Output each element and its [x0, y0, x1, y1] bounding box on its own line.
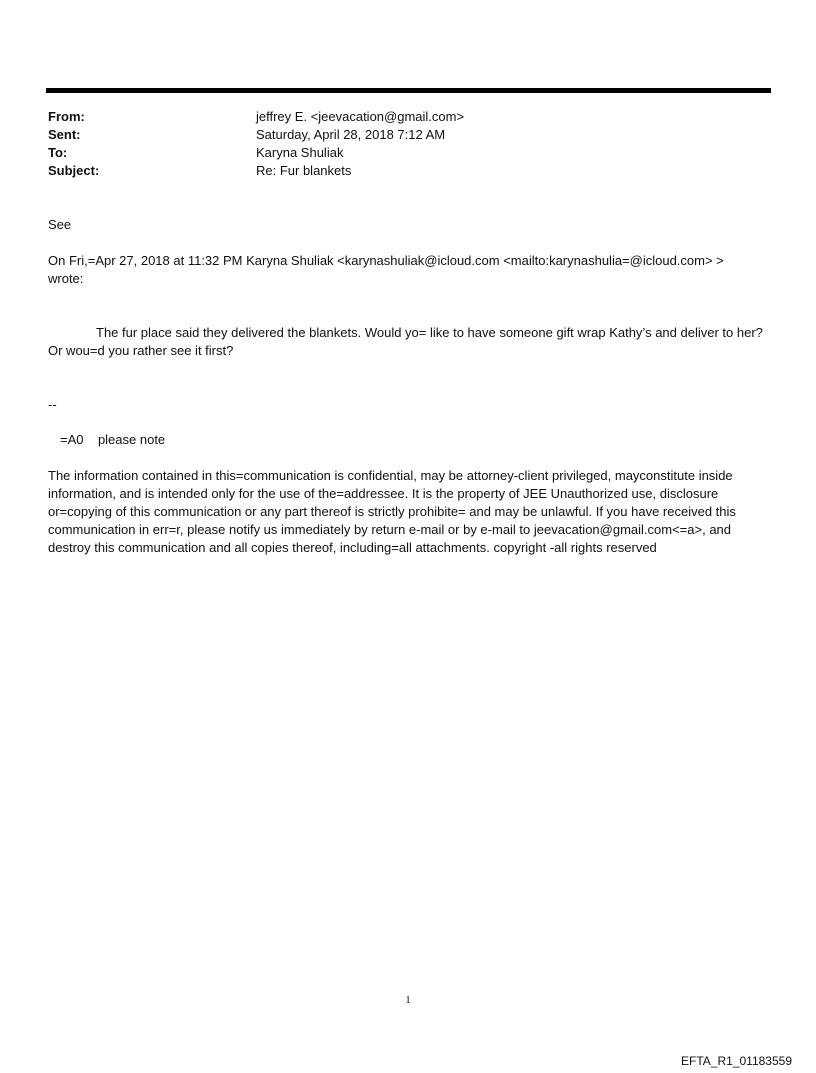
quote-intro [48, 252, 763, 288]
subject-value: Re: Fur blankets [256, 163, 352, 178]
subject-label: Subject: [48, 163, 100, 178]
header-rule [46, 88, 771, 93]
email-header [48, 108, 748, 180]
quote-intro-line2: wrote: [48, 271, 84, 286]
from-row [48, 108, 748, 126]
to-label: To: [48, 145, 68, 160]
to-row [48, 144, 748, 162]
from-value: jeffrey E. <jeevacation@gmail.com> [256, 109, 465, 124]
signature-separator: -- [48, 397, 57, 412]
sent-value: Saturday, April 28, 2018 7:12 AM [256, 127, 446, 142]
page-number: 1 [405, 994, 411, 1006]
please-note: =A0 please note [60, 432, 166, 447]
quoted-message: The fur place said they delivered the blankets. Would yo= like to have someone gift wrap Kathy’s and deliver to her? Or wou=d you rather see it first? [48, 325, 763, 358]
greeting: See [48, 217, 72, 232]
subject-row [48, 162, 748, 180]
quote-intro-line1: On Fri,=Apr 27, 2018 at 11:32 PM Karyna Shuliak <karynashuliak@icloud.com <mailto:karynashulia=@icloud.com> > [48, 253, 724, 268]
sent-row [48, 126, 748, 144]
sent-label: Sent: [48, 127, 81, 142]
from-label: From: [48, 109, 85, 124]
to-value: Karyna Shuliak [256, 145, 344, 160]
disclaimer: The information contained in this=communication is confidential, may be attorney-client privileged, mayconstitute inside information, and is intended only for the use of the=addressee. It is the property of JEE Unauthorized use, disclosure or=copying of this communication or any part thereof is strictly prohibite= and may be unlawful. If you have received this communication in err=r, please notify us immediately by return e-mail or by e-mail to jeevacation@gmail.com<=a>, and destroy this communication and all copies thereof, including=all attachments. copyright -all rights reserved [48, 468, 736, 555]
document-id: EFTA_R1_01183559 [681, 1054, 792, 1068]
